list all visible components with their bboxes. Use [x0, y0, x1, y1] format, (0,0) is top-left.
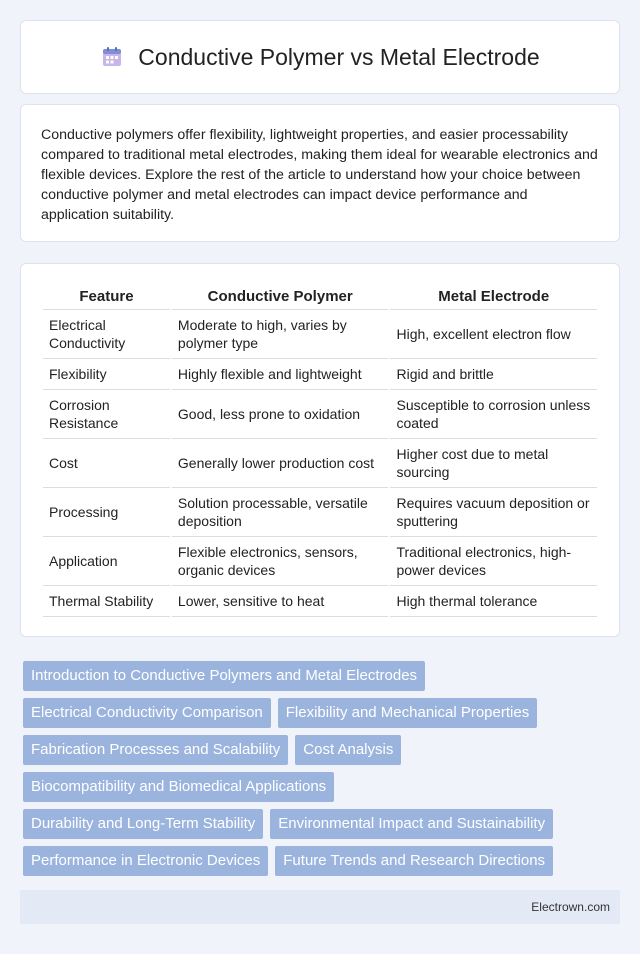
tag-introduction[interactable]: Introduction to Conductive Polymers and Metal Electrodes [23, 661, 425, 691]
tag-performance[interactable]: Performance in Electronic Devices [23, 846, 268, 876]
table-cell: Requires vacuum deposition or sputtering [390, 488, 597, 537]
table-cell: Application [43, 537, 170, 586]
table-cell: Moderate to high, varies by polymer type [172, 310, 389, 359]
tag-fabrication[interactable]: Fabrication Processes and Scalability [23, 735, 288, 765]
intro-card [20, 104, 620, 242]
table-cell: Corrosion Resistance [43, 390, 170, 439]
table-cell: Thermal Stability [43, 586, 170, 617]
tag-biocompatibility[interactable]: Biocompatibility and Biomedical Applications [23, 772, 334, 802]
column-header-feature: Feature [43, 282, 170, 310]
tag-durability[interactable]: Durability and Long-Term Stability [23, 809, 263, 839]
table-row [43, 586, 597, 617]
table-cell: Flexible electronics, sensors, organic devices [172, 537, 389, 586]
topic-tags [23, 661, 623, 883]
column-header-metal-electrode: Metal Electrode [390, 282, 597, 310]
table-row [43, 537, 597, 586]
table-cell: Lower, sensitive to heat [172, 586, 389, 617]
table-cell: High, excellent electron flow [390, 310, 597, 359]
table-cell: Generally lower production cost [172, 439, 389, 488]
column-header-conductive-polymer: Conductive Polymer [172, 282, 389, 310]
table-cell: Flexibility [43, 359, 170, 390]
comparison-table-card [20, 263, 620, 637]
table-cell: Solution processable, versatile deposition [172, 488, 389, 537]
tag-electrical-conductivity[interactable]: Electrical Conductivity Comparison [23, 698, 271, 728]
tag-cost-analysis[interactable]: Cost Analysis [295, 735, 401, 765]
table-cell: Susceptible to corrosion unless coated [390, 390, 597, 439]
footer-site-name[interactable]: Electrown.com [531, 900, 610, 914]
tag-environmental-impact[interactable]: Environmental Impact and Sustainability [270, 809, 553, 839]
intro-text: Conductive polymers offer flexibility, lightweight properties, and easier processability compared to traditional metal electrodes, making them ideal for wearable electronics and flexible devices. Explore the rest of the article to understand how your choice between conductive polymer and metal electrodes can impact device performance and application suitability. [41, 127, 598, 223]
title-card [20, 20, 620, 94]
table-row [43, 390, 597, 439]
table-cell: Highly flexible and lightweight [172, 359, 389, 390]
table-cell: Processing [43, 488, 170, 537]
table-cell: Electrical Conductivity [43, 310, 170, 359]
table-row [43, 488, 597, 537]
table-row [43, 439, 597, 488]
calendar-grid-icon [100, 45, 124, 69]
table-cell: Rigid and brittle [390, 359, 597, 390]
table-cell: Higher cost due to metal sourcing [390, 439, 597, 488]
footer [20, 890, 620, 924]
table-header-row [43, 282, 597, 310]
comparison-table [41, 282, 599, 617]
page-title: Conductive Polymer vs Metal Electrode [138, 43, 540, 70]
tag-future-trends[interactable]: Future Trends and Research Directions [275, 846, 553, 876]
tag-flexibility[interactable]: Flexibility and Mechanical Properties [278, 698, 537, 728]
table-cell: Good, less prone to oxidation [172, 390, 389, 439]
table-cell: High thermal tolerance [390, 586, 597, 617]
table-cell: Traditional electronics, high-power devices [390, 537, 597, 586]
table-row [43, 359, 597, 390]
table-row [43, 310, 597, 359]
table-cell: Cost [43, 439, 170, 488]
